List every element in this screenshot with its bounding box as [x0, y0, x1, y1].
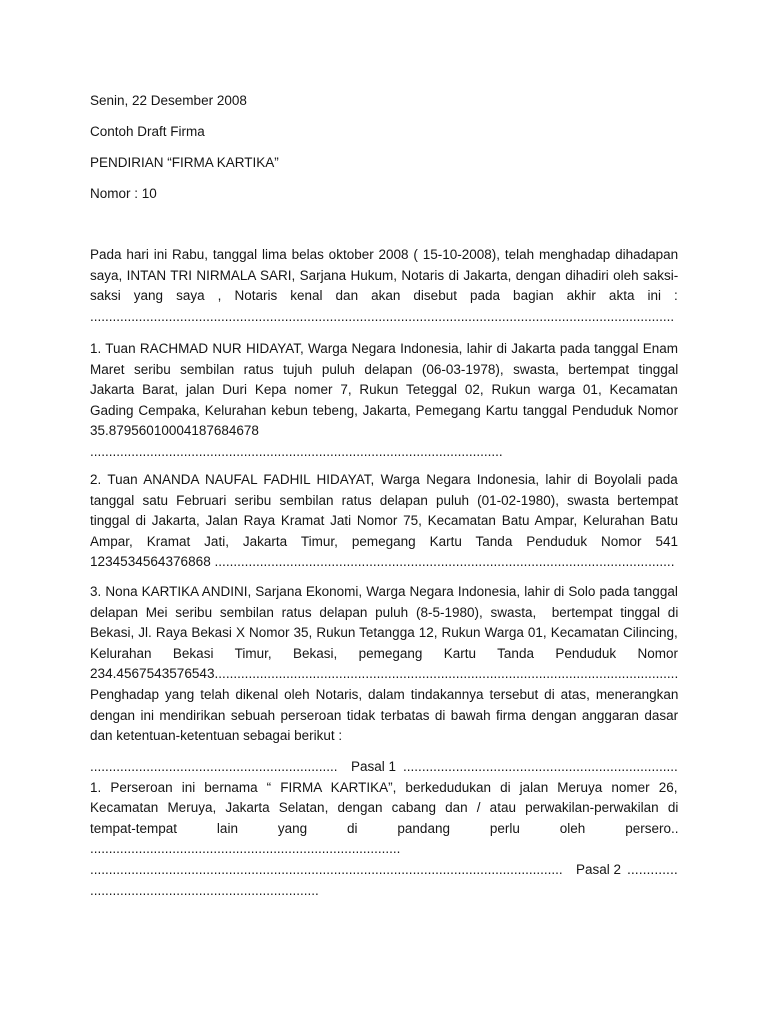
- text-line: 3. Nona KARTIKA ANDINI, Sarjana Ekonomi, Warga Negara Indonesia, lahir di Solo pada tanggal: [90, 584, 678, 599]
- articles-section: [90, 757, 678, 901]
- opening-paragraph: [90, 245, 678, 327]
- document-page: [90, 0, 678, 1024]
- declaration-line: dengan ini mendirikan sebuah perseroan tidak terbatas di bawah firma dengan anggaran dasar: [90, 707, 679, 723]
- declaration-line: Penghadap yang telah dikenal oleh Notaris, dalam tindakannya tersebut di atas, menerangkan: [90, 686, 679, 702]
- text-line: Jakarta Barat, jalan Duri Kepa nomer 7, Rukun Teteggal 02, Rukun warga 01, Kecamatan: [90, 382, 678, 398]
- article-text-line: tempat-tempat lain yang di pandang perlu oleh persero..: [90, 820, 679, 836]
- id-number-line: 1234534564376868 ..........................................................................................................................: [90, 554, 675, 570]
- document-header: [90, 91, 678, 215]
- dot-leader: .............: [627, 861, 678, 877]
- party-2-paragraph: [90, 470, 678, 573]
- document-title: PENDIRIAN “FIRMA KARTIKA”: [90, 154, 279, 170]
- text-line: 1. Tuan RACHMAD NUR HIDAYAT, Warga Negara Indonesia, lahir di Jakarta pada tanggal Enam: [90, 341, 679, 356]
- dot-leader: .........................................................................: [403, 759, 678, 774]
- party-1-paragraph: [90, 339, 678, 463]
- article-text-line: 1. Perseroan ini bernama “ FIRMA KARTIKA”, berkedudukan di jalan Meruya nomer 26,: [90, 779, 678, 795]
- dot-leader: ............................................................................................................................................................: [90, 308, 675, 324]
- dot-leader: .............................................................: [90, 882, 319, 898]
- text-line: Kelurahan Bekasi Timur, Bekasi, pemegang Kartu Tanda Penduduk Nomor: [90, 645, 679, 661]
- document-number: Nomor : 10: [90, 185, 157, 201]
- text-line: Maret seribu sembilan ratus tujuh puluh delapan (06-03-1978), swasta, bertempat tinggal: [90, 361, 679, 377]
- document-date: Senin, 22 Desember 2008: [90, 93, 247, 108]
- id-number-line: 234.4567543576543...........................................................................................................................: [90, 666, 679, 682]
- dot-leader: ..................................................................: [90, 759, 338, 774]
- text-line: Pada hari ini Rabu, tanggal lima belas oktober 2008 ( 15-10-2008), telah menghadap dihadapan: [90, 247, 679, 262]
- dot-leader: ..............................................................................................................: [90, 443, 503, 459]
- text-line: Ampar, Kramat Jati, Jakarta Timur, pemegang Kartu Tanda Penduduk Nomor 541: [90, 533, 679, 549]
- article-label: Pasal 2: [576, 861, 622, 877]
- id-number: 35.87956010004187684678: [90, 423, 259, 439]
- dot-leader: ..............................................................................................................................: [90, 861, 563, 877]
- article-1-heading: [90, 757, 678, 778]
- article-2-heading: [90, 860, 678, 881]
- article-label: Pasal 1: [351, 759, 397, 774]
- article-text-line: Kecamatan Meruya, Jakarta Selatan, dengan cabang dan / atau perwakilan-perwakilan di: [90, 800, 679, 816]
- text-line: delapan Mei seribu sembilan ratus delapan puluh (8-5-1980), swasta, bertempat tinggal di: [90, 604, 679, 620]
- text-line: saya, INTAN TRI NIRMALA SARI, Sarjana Hukum, Notaris di Jakarta, dengan dihadiri oleh saksi-: [90, 267, 679, 283]
- party-3-paragraph: [90, 582, 678, 747]
- text-line: saksi yang saya , Notaris kenal dan akan disebut pada bagian akhir akta ini :: [90, 288, 678, 304]
- dot-leader: ...................................................................................: [90, 841, 401, 857]
- document-subtitle: Contoh Draft Firma: [90, 123, 205, 139]
- text-line: Bekasi, Jl. Raya Bekasi X Nomor 35, Rukun Tetangga 12, Rukun Warga 01, Kecamatan Cilincing,: [90, 625, 678, 641]
- declaration-line: dan ketentuan-ketentuan sebagai berikut :: [90, 728, 343, 744]
- text-line: 2. Tuan ANANDA NAUFAL FADHIL HIDAYAT, Warga Negara Indonesia, lahir di Boyolali pada: [90, 472, 678, 487]
- text-line: tinggal di Jakarta, Jalan Raya Kramat Jati Nomor 75, Kecamatan Batu Ampar, Kelurahan Batu: [90, 513, 679, 529]
- text-line: Gading Cempaka, Kelurahan kebun tebeng, Jakarta, Pemegang Kartu tanggal Penduduk Nomor: [90, 402, 679, 418]
- text-line: tanggal satu Februari seribu sembilan ratus delapan puluh (01-02-1980), swasta bertempat: [90, 492, 679, 508]
